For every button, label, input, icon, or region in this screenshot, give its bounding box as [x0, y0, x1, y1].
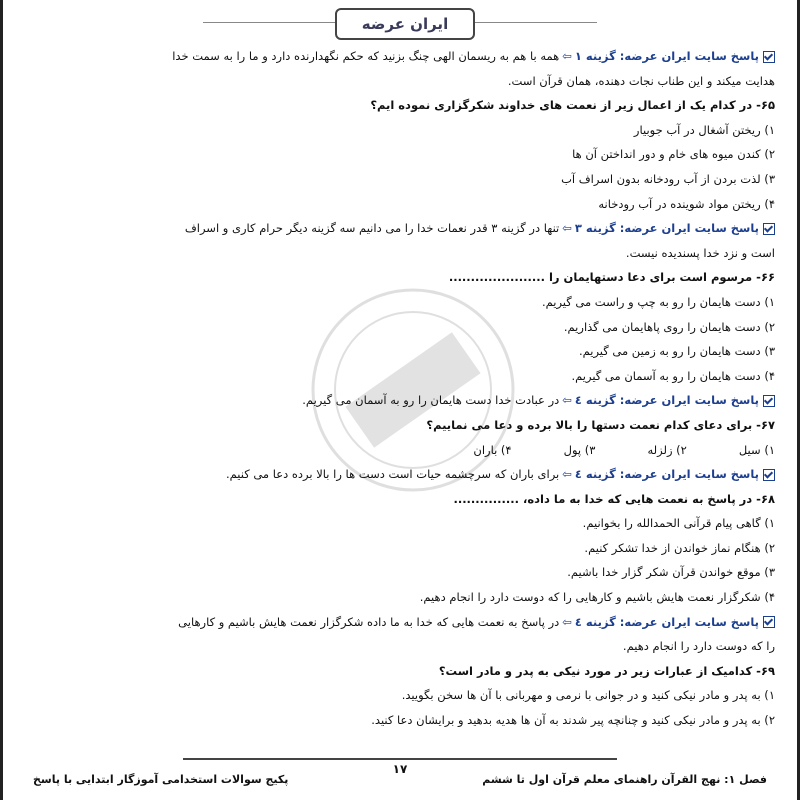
arrow-left-icon: ⇦: [562, 614, 572, 629]
text-line: ۴) شکرگزار نعمت هایش باشیم و کارهایی را که دوست دارد را انجام دهیم.: [419, 590, 775, 605]
answer-text: برای باران که سرچشمه حیات است دست ها را بالا برده دعا می کنیم.: [225, 467, 560, 482]
text-line: ۳) موقع خواندن قرآن شکر گزار خدا باشیم.: [567, 565, 775, 580]
answer-tag: پاسخ سایت ایران عرضه: گزینه ۳: [574, 221, 759, 236]
checkbox-icon: [763, 395, 775, 407]
answer-text: همه با هم به ریسمان الهی چنگ بزنید که حکم نگهدارنده دارد و ما را به سمت خدا: [172, 49, 560, 63]
text-line: است و نزد خدا پسندیده نیست.: [625, 245, 775, 260]
text-line: ۲) دست هایمان را روی پاهایمان می گذاریم.: [563, 319, 775, 334]
text-line: ۱) گاهی پیام قرآنی الحمدالله را بخوانیم.: [582, 516, 775, 531]
question-line: ۶۶- مرسوم است برای دعا دستهایمان را ......................: [448, 270, 775, 285]
checkbox-icon: [763, 616, 775, 628]
text-line: را که دوست دارد را انجام دهیم.: [622, 639, 775, 654]
text-line: ۳) دست هایمان را رو به زمین می گیریم.: [578, 344, 775, 359]
arrow-left-icon: ⇦: [562, 221, 572, 236]
option-item: ۲) زلزله: [647, 442, 687, 457]
answer-line: [25, 462, 775, 487]
page-footer: [3, 748, 797, 800]
text-line: ۳) لذت بردن از آب رودخانه بدون اسراف آب: [561, 171, 775, 186]
text-line: ۴) دست هایمان را رو به آسمان می گیریم.: [571, 368, 775, 383]
footer-rule: [183, 758, 617, 760]
answer-line: [25, 388, 775, 413]
footer-chapter-title: فصل ۱: نهج القرآن راهنمای معلم قرآن اول تا ششم: [482, 773, 767, 786]
answer-tag: پاسخ سایت ایران عرضه: گزینه ٤: [574, 614, 759, 629]
answer-tag: پاسخ سایت ایران عرضه: گزینه ۱: [574, 49, 759, 63]
text-line: ۱) دست هایمان را رو به چپ و راست می گیریم.: [541, 294, 775, 309]
option-item: ۳) پول: [563, 442, 596, 457]
question-content: [25, 44, 775, 733]
checkbox-icon: [763, 469, 775, 481]
answer-text: تنها در گزینه ۳ قدر نعمات خدا را می دانیم سه گزینه دیگر حرام کاری و اسراف: [184, 221, 560, 236]
options-row: [25, 438, 775, 463]
answer-text: در عبادت خدا دست هایمان را رو به آسمان می گیریم.: [302, 393, 560, 408]
answer-tag: پاسخ سایت ایران عرضه: گزینه ٤: [574, 393, 759, 408]
text-line: ۲) کندن میوه های خام و دور انداختن آن ها: [572, 147, 775, 162]
question-line: ۶۸- در پاسخ به نعمت هایی که خدا به ما داده، ...............: [453, 491, 775, 506]
answer-line: [25, 216, 775, 241]
footer-package-title: پکیج سوالات استخدامی آموزگار ابتدایی با پاسخ: [33, 773, 289, 786]
text-line: ۲) به پدر و مادر نیکی کنید و چنانچه پیر شدند به آن ها هدیه بدهید و برایشان دعا کنید.: [371, 713, 775, 728]
answer-tag: پاسخ سایت ایران عرضه: گزینه ٤: [574, 467, 759, 482]
answer-line: [25, 610, 775, 635]
text-line: ۴) ریختن مواد شوینده در آب رودخانه: [598, 196, 775, 211]
arrow-left-icon: ⇦: [562, 393, 572, 408]
arrow-left-icon: ⇦: [562, 467, 572, 482]
option-item: ۱) سیل: [738, 442, 775, 457]
logo-text: ایران عرضه: [361, 15, 449, 33]
site-logo: [335, 8, 475, 40]
text-line: هدایت میکند و این طناب نجات دهنده، همان قرآن است.: [507, 73, 775, 88]
checkbox-icon: [763, 51, 775, 63]
text-line: ۱) ریختن آشغال در آب جوبیار: [633, 122, 775, 137]
checkbox-icon: [763, 223, 775, 235]
question-line: ۶۵- در کدام یک از اعمال زیر از نعمت های خداوند شکرگزاری نموده ایم؟: [370, 98, 775, 113]
text-line: ۲) هنگام نماز خواندن از خدا تشکر کنیم.: [584, 540, 775, 555]
answer-line: [25, 44, 775, 69]
page-number: ۱۷: [392, 762, 408, 776]
text-line: ۱) به پدر و مادر نیکی کنید و در جوانی با نرمی و مهربانی با آن ها سخن بگویید.: [401, 688, 775, 703]
arrow-left-icon: ⇦: [562, 49, 572, 63]
question-line: ۶۹- کدامیک از عبارات زیر در مورد نیکی به پدر و مادر است؟: [438, 663, 775, 678]
question-line: ۶۷- برای دعای کدام نعمت دستها را بالا برده و دعا می نماییم؟: [426, 417, 775, 432]
answer-text: در پاسخ به نعمت هایی که خدا به ما داده شکرگزار نعمت هایش باشیم و کارهایی: [178, 614, 560, 629]
option-item: ۴) باران: [473, 442, 512, 457]
